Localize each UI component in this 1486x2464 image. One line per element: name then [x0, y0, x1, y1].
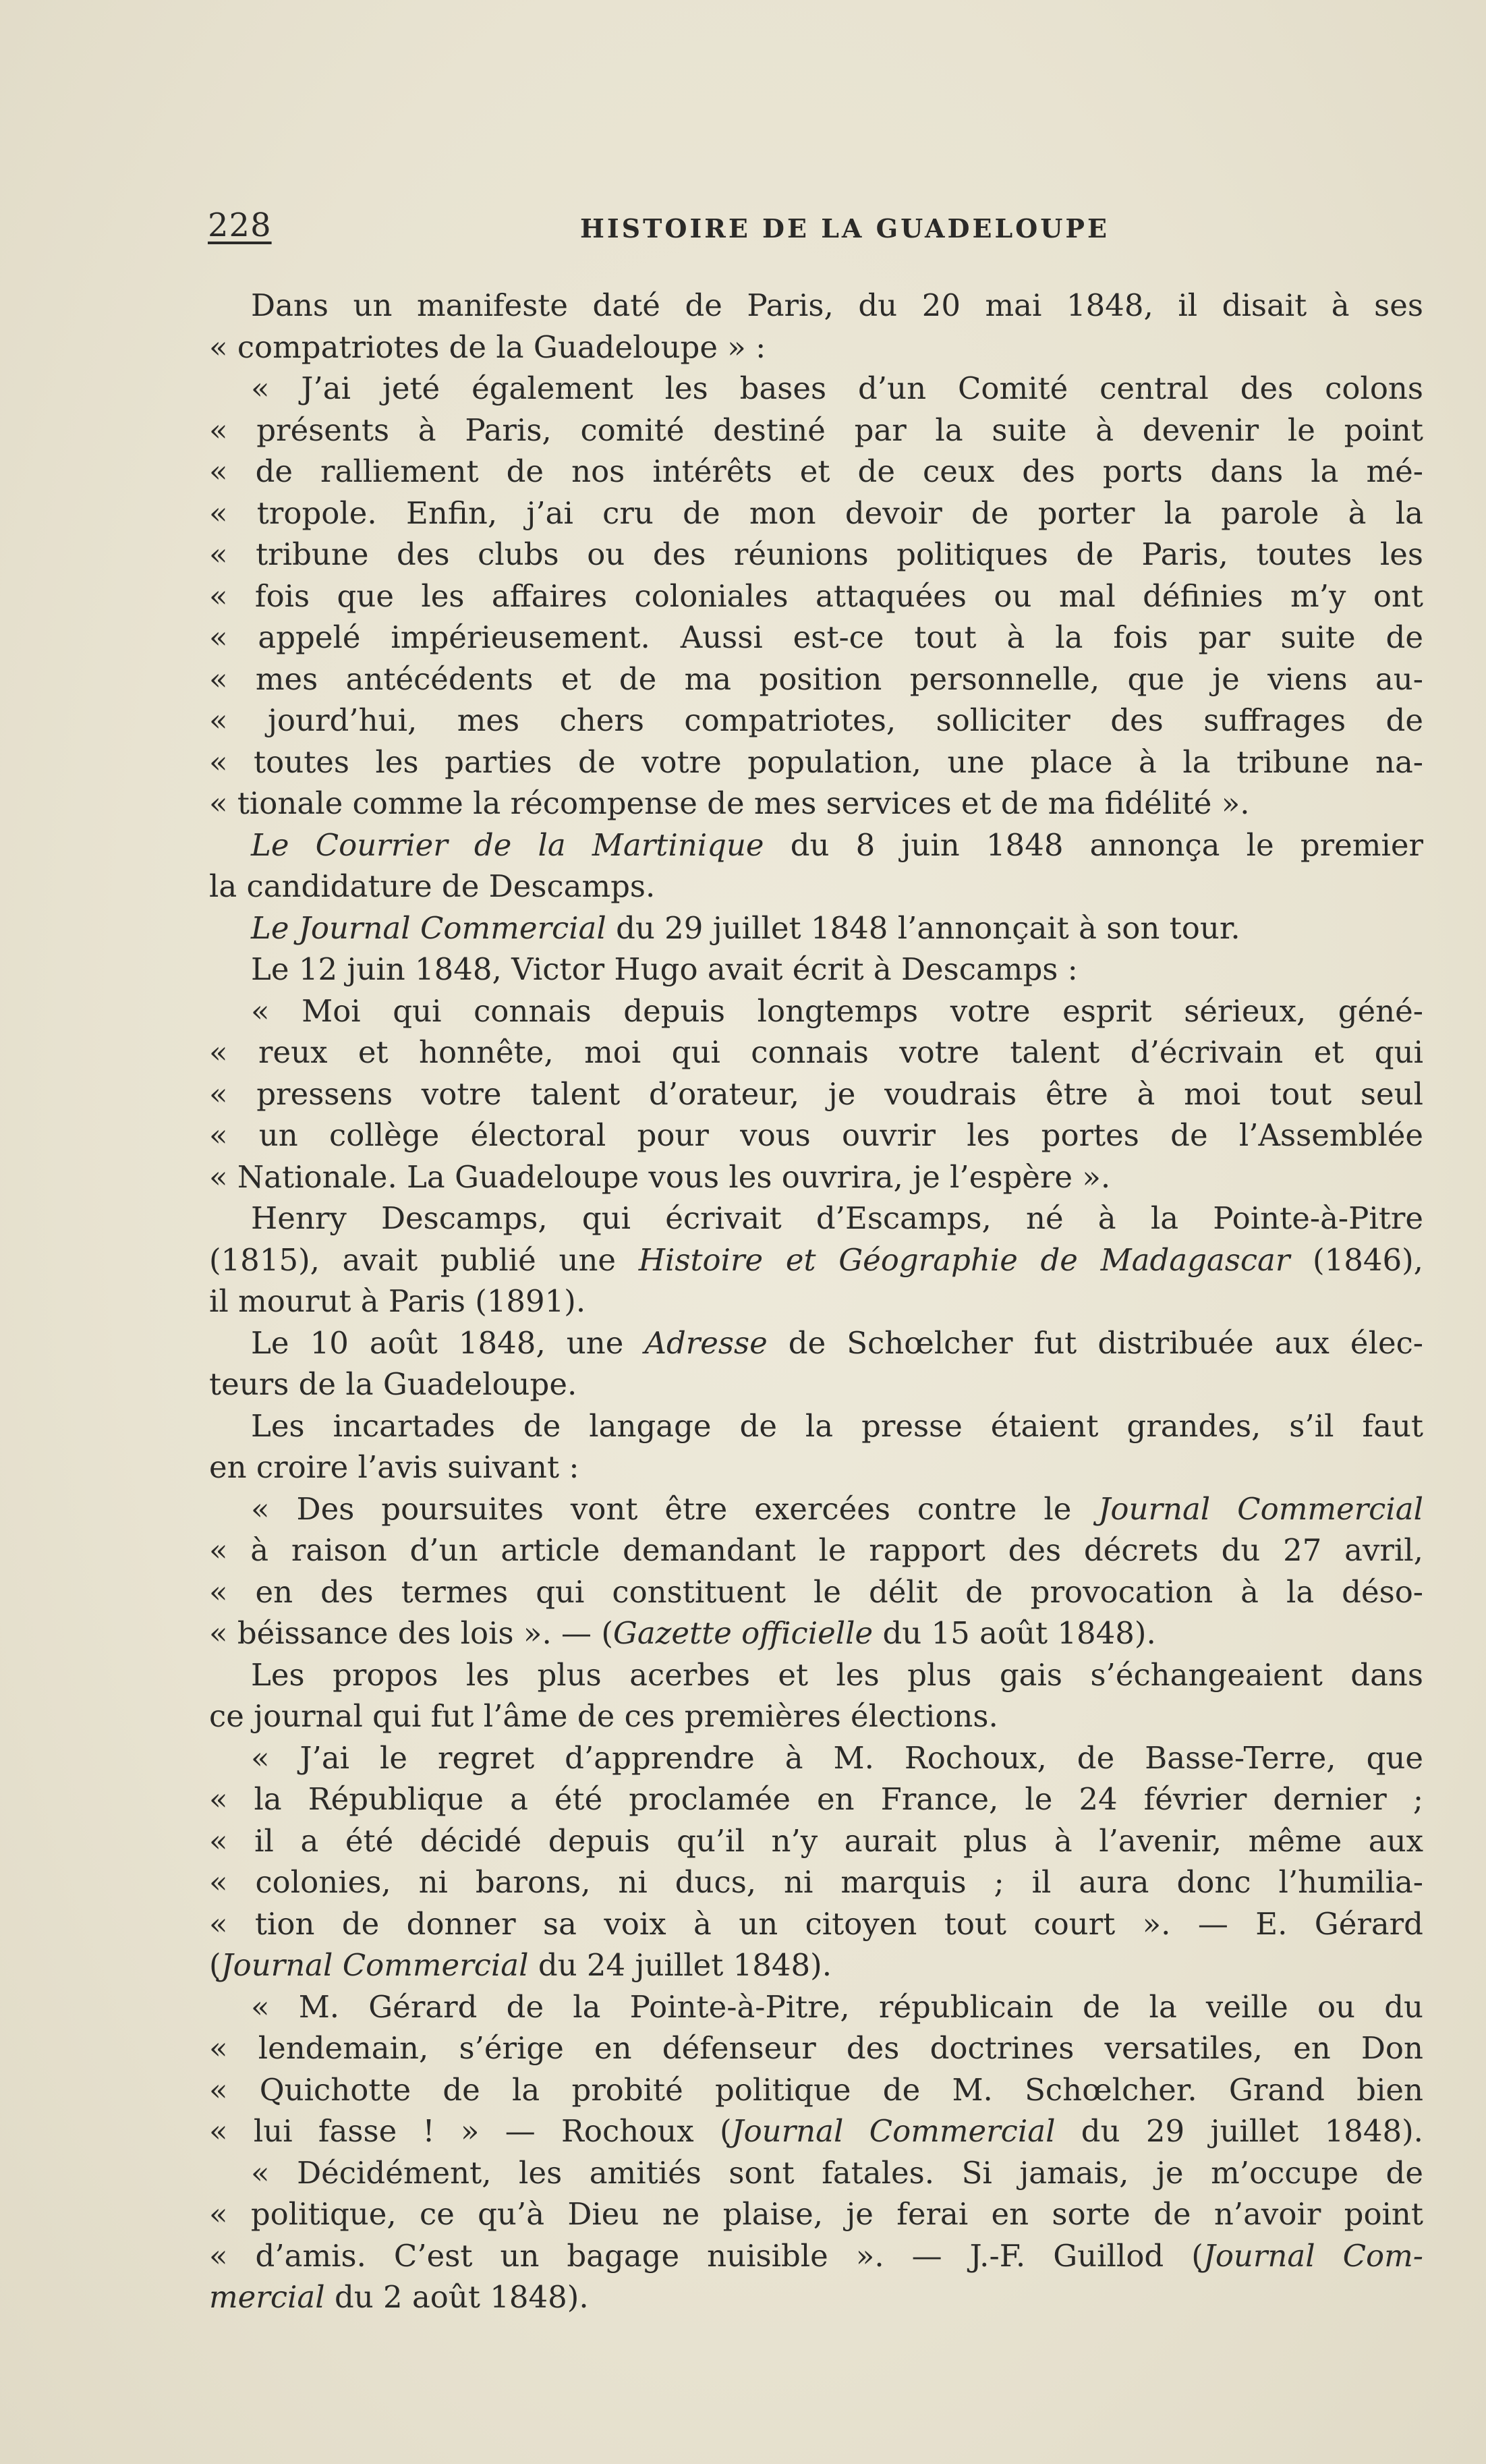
italic-text: Le Journal Commercial — [251, 909, 606, 946]
text-segment: Les incartades de langage de la presse étaient grandes, s’il faut — [251, 1407, 1423, 1444]
italic-text: Journal Commercial — [1098, 1490, 1423, 1527]
page-header — [202, 206, 1423, 260]
text-segment: « la République a été proclamée en France, le 24 février dernier ; — [209, 1781, 1423, 1817]
text-line — [209, 1488, 1423, 1530]
text-line — [209, 1696, 1423, 1737]
running-title: HISTOIRE DE LA GUADELOUPE — [580, 213, 1110, 244]
text-segment: « fois que les affaires coloniales attaquées ou mal définies m’y ont — [209, 578, 1423, 614]
text-segment: « en des termes qui constituent le délit de provocation à la déso- — [209, 1573, 1423, 1610]
text-segment: du 2 août 1848). — [324, 2279, 589, 2315]
text-segment: « reux et honnête, moi qui connais votre talent d’écrivain et qui — [209, 1034, 1423, 1070]
text-segment: teurs de la Guadeloupe. — [209, 1366, 577, 1402]
text-segment: « il a été décidé depuis qu’il n’y aurait plus à l’avenir, même aux — [209, 1822, 1423, 1859]
text-segment: en croire l’avis suivant : — [209, 1449, 579, 1485]
text-segment: Henry Descamps, qui écrivait d’Escamps, né à la Pointe-à-Pitre — [251, 1200, 1423, 1236]
text-segment: Dans un manifeste daté de Paris, du 20 mai 1848, il disait à ses — [251, 287, 1423, 323]
text-segment: « jourd’hui, mes chers compatriotes, solliciter des suffrages de — [209, 702, 1423, 738]
italic-text: Journal Commercial — [731, 2113, 1056, 2149]
italic-text: Journal Commercial — [221, 1947, 529, 1983]
text-line — [209, 700, 1423, 741]
text-segment: « mes antécédents et de ma position personnelle, que je viens au- — [209, 661, 1423, 697]
text-line — [209, 2193, 1423, 2235]
text-line — [209, 327, 1423, 368]
text-line — [209, 1156, 1423, 1198]
text-line — [209, 1198, 1423, 1239]
text-line — [209, 1239, 1423, 1281]
italic-text: Journal Com- — [1203, 2237, 1424, 2274]
text-segment: du 24 juillet 1848). — [528, 1947, 832, 1983]
text-line — [209, 285, 1423, 327]
text-segment: (1815), avait publié une — [209, 1241, 639, 1278]
text-segment: « tionale comme la récompense de mes services et de ma fidélité ». — [209, 785, 1250, 821]
text-line — [209, 824, 1423, 866]
text-segment: « d’amis. C’est un bagage nuisible ». — J.-F. Guillod ( — [209, 2237, 1203, 2274]
text-segment: « Quichotte de la probité politique de M. Schœlcher. Grand bien — [209, 2071, 1423, 2108]
text-segment: de Schœlcher fut distribuée aux élec- — [767, 1324, 1423, 1361]
text-line — [209, 1032, 1423, 1073]
text-segment: « J’ai le regret d’apprendre à M. Rochoux, de Basse-Terre, que — [251, 1739, 1423, 1776]
text-segment: « béissance des lois ». — ( — [209, 1615, 613, 1651]
text-segment: du 29 juillet 1848 l’annonçait à son tour. — [606, 909, 1240, 946]
text-line — [209, 1654, 1423, 1696]
text-segment: du 8 juin 1848 annonça le premier — [764, 827, 1424, 863]
text-segment: « Décidément, les amitiés sont fatales. Si jamais, je m’occupe de — [251, 2154, 1423, 2191]
text-segment: « compatriotes de la Guadeloupe » : — [209, 329, 766, 365]
text-line — [209, 1861, 1423, 1903]
text-line — [209, 1613, 1423, 1654]
text-line — [209, 1530, 1423, 1571]
text-segment: « toutes les parties de votre population, une place à la tribune na- — [209, 744, 1423, 780]
text-line — [209, 1281, 1423, 1322]
text-line — [209, 1986, 1423, 2028]
italic-text: Gazette officielle — [612, 1615, 874, 1651]
text-segment: ( — [209, 1947, 221, 1983]
text-line — [209, 990, 1423, 1032]
text-line — [209, 1322, 1423, 1364]
text-segment: « J’ai jeté également les bases d’un Comité central des colons — [251, 370, 1423, 406]
text-line — [209, 617, 1423, 659]
text-line — [209, 1944, 1423, 1986]
text-segment: du 15 août 1848). — [873, 1615, 1156, 1651]
text-line — [209, 659, 1423, 700]
text-line — [209, 368, 1423, 410]
text-segment: « à raison d’un article demandant le rapport des décrets du 27 avril, — [209, 1532, 1423, 1568]
text-segment: « lendemain, s’érige en défenseur des doctrines versatiles, en Don — [209, 2030, 1423, 2066]
text-segment: « pressens votre talent d’orateur, je voudrais être à moi tout seul — [209, 1075, 1423, 1112]
text-line — [209, 534, 1423, 576]
text-line — [209, 2152, 1423, 2194]
text-line — [209, 1073, 1423, 1115]
text-segment: Le 10 août 1848, une — [251, 1324, 645, 1361]
text-line — [209, 907, 1423, 949]
text-segment: « M. Gérard de la Pointe-à-Pitre, républicain de la veille ou du — [251, 1988, 1423, 2025]
text-line — [209, 1447, 1423, 1488]
text-line — [209, 1737, 1423, 1779]
text-line — [209, 2276, 1423, 2318]
text-segment: il mourut à Paris (1891). — [209, 1283, 586, 1319]
text-segment: « colonies, ni barons, ni ducs, ni marquis ; il aura donc l’humilia- — [209, 1864, 1423, 1900]
text-line — [209, 1364, 1423, 1405]
text-line — [209, 741, 1423, 783]
text-line — [209, 783, 1423, 824]
text-segment: « tion de donner sa voix à un citoyen tout court ». — E. Gérard — [209, 1905, 1423, 1942]
italic-text: Histoire et Géographie de Madagascar — [638, 1241, 1290, 1278]
text-segment: « de ralliement de nos intérêts et de ceux des ports dans la mé- — [209, 453, 1423, 489]
text-line — [209, 866, 1423, 907]
text-segment: ce journal qui fut l’âme de ces premières élections. — [209, 1698, 998, 1734]
text-segment: « tribune des clubs ou des réunions politiques de Paris, toutes les — [209, 536, 1423, 572]
body-text — [209, 285, 1423, 2318]
text-line — [209, 1820, 1423, 1862]
text-line — [209, 1571, 1423, 1613]
text-line — [209, 1903, 1423, 1945]
text-line — [209, 949, 1423, 990]
text-segment: Les propos les plus acerbes et les plus gais s’échangeaient dans — [251, 1656, 1423, 1693]
text-segment: « Des poursuites vont être exercées contre le — [251, 1490, 1099, 1527]
text-line — [209, 1779, 1423, 1820]
text-line — [209, 2027, 1423, 2069]
text-segment: « lui fasse ! » — Rochoux ( — [209, 2113, 732, 2149]
text-segment: « politique, ce qu’à Dieu ne plaise, je ferai en sorte de n’avoir point — [209, 2196, 1423, 2232]
text-segment: (1846), — [1290, 1241, 1423, 1278]
italic-text: Le Courrier de la Martinique — [251, 827, 764, 863]
text-segment: « un collège électoral pour vous ouvrir les portes de l’Assemblée — [209, 1117, 1423, 1153]
text-segment: « tropole. Enfin, j’ai cru de mon devoir de porter la parole à la — [209, 495, 1423, 531]
text-line — [209, 410, 1423, 451]
text-segment: « appelé impérieusement. Aussi est-ce tout à la fois par suite de — [209, 619, 1423, 655]
text-line — [209, 1405, 1423, 1447]
text-segment: la candidature de Descamps. — [209, 868, 656, 904]
text-line — [209, 2235, 1423, 2277]
text-segment: « Moi qui connais depuis longtemps votre esprit sérieux, géné- — [251, 992, 1423, 1029]
text-line — [209, 1115, 1423, 1156]
text-segment: du 29 juillet 1848). — [1055, 2113, 1423, 2149]
text-line — [209, 2069, 1423, 2111]
italic-text: mercial — [209, 2279, 325, 2315]
text-line — [209, 493, 1423, 534]
text-segment: Le 12 juin 1848, Victor Hugo avait écrit à Descamps : — [251, 951, 1078, 987]
text-segment: « présents à Paris, comité destiné par la suite à devenir le point — [209, 412, 1423, 448]
text-segment: « Nationale. La Guadeloupe vous les ouvrira, je l’espère ». — [209, 1158, 1111, 1195]
page-number: 228 — [208, 206, 272, 244]
text-line — [209, 451, 1423, 493]
text-line — [209, 2110, 1423, 2152]
italic-text: Adresse — [644, 1324, 768, 1361]
text-line — [209, 576, 1423, 617]
